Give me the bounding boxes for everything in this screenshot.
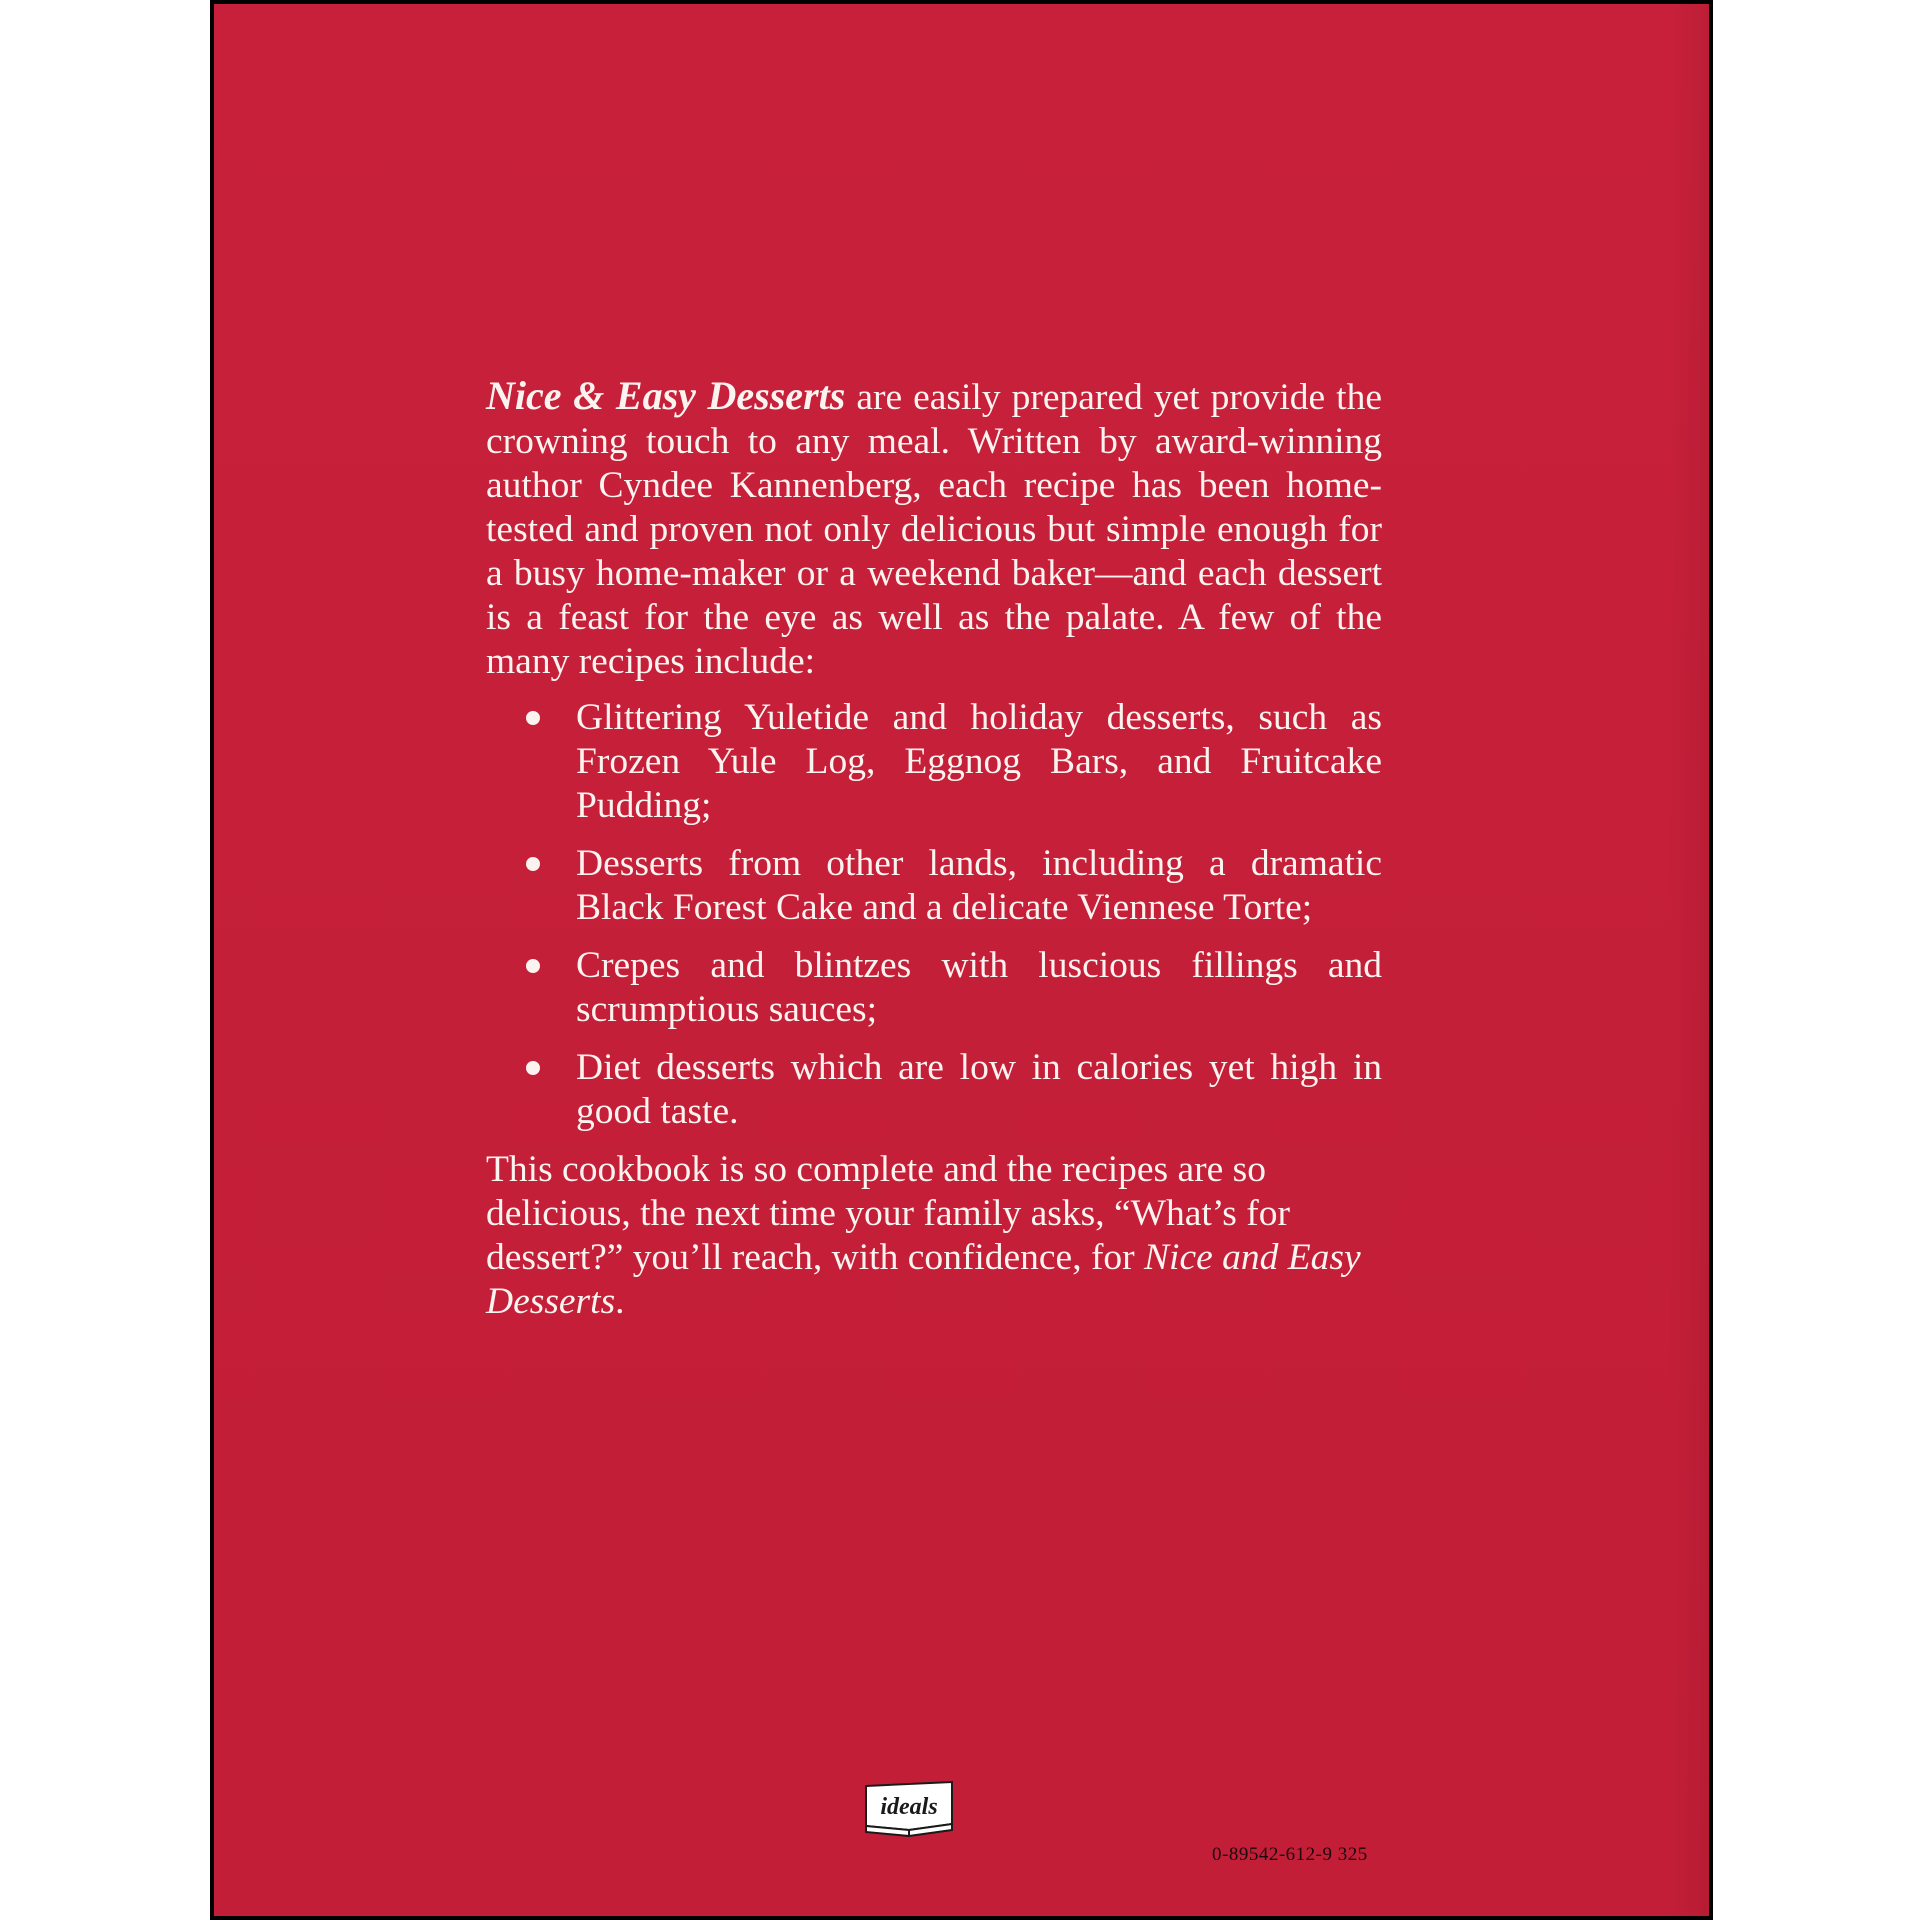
list-item-text: Crepes and blintzes with luscious fillings and scrumptious sauces; xyxy=(576,945,1382,1030)
isbn-number: 0-89542-612-9 325 xyxy=(1212,1844,1368,1865)
list-item-text: Desserts from other lands, including a dramatic Black Forest Cake and a delicate Viennese Torte; xyxy=(576,843,1382,928)
list-item-text: Diet desserts which are low in calories yet high in good taste. xyxy=(576,1047,1382,1132)
bullet-icon xyxy=(526,959,540,973)
book-title-italic-outro: Nice and Easy Desserts xyxy=(486,1237,1361,1322)
outro-body: This cookbook is so complete and the recipes are so delicious, the next time your family asks, “What’s for dessert?” you’ll reach, with confidence, for xyxy=(486,1149,1290,1278)
list-item xyxy=(576,696,1382,828)
book-title-italic: Nice & Easy Desserts xyxy=(486,373,846,418)
intro-body: are easily prepared yet provide the crowning touch to any meal. Written by award-winning author Cyndee Kannenberg, each recipe has been home-tested and proven not only delicious but simple enough for a busy home-maker or a weekend baker—and each dessert is a feast for the eye as well as the palate. A few of the many recipes include: xyxy=(486,377,1382,682)
cover-edge-shading xyxy=(1669,4,1709,1916)
recipe-highlights-list xyxy=(486,696,1382,1134)
list-item xyxy=(576,842,1382,930)
bullet-icon xyxy=(526,857,540,871)
list-item xyxy=(576,944,1382,1032)
cover-description xyxy=(486,374,1382,1324)
bullet-icon xyxy=(526,1061,540,1075)
outro-paragraph xyxy=(486,1148,1382,1324)
open-book-logo-icon xyxy=(860,1780,958,1838)
logo-text: ideals xyxy=(880,1794,938,1820)
outro-end: . xyxy=(615,1281,625,1322)
list-item xyxy=(576,1046,1382,1134)
bullet-icon xyxy=(526,711,540,725)
intro-paragraph xyxy=(486,374,1382,684)
list-item-text: Glittering Yuletide and holiday desserts, such as Frozen Yule Log, Eggnog Bars, and Fruitcake Pudding; xyxy=(576,697,1382,826)
